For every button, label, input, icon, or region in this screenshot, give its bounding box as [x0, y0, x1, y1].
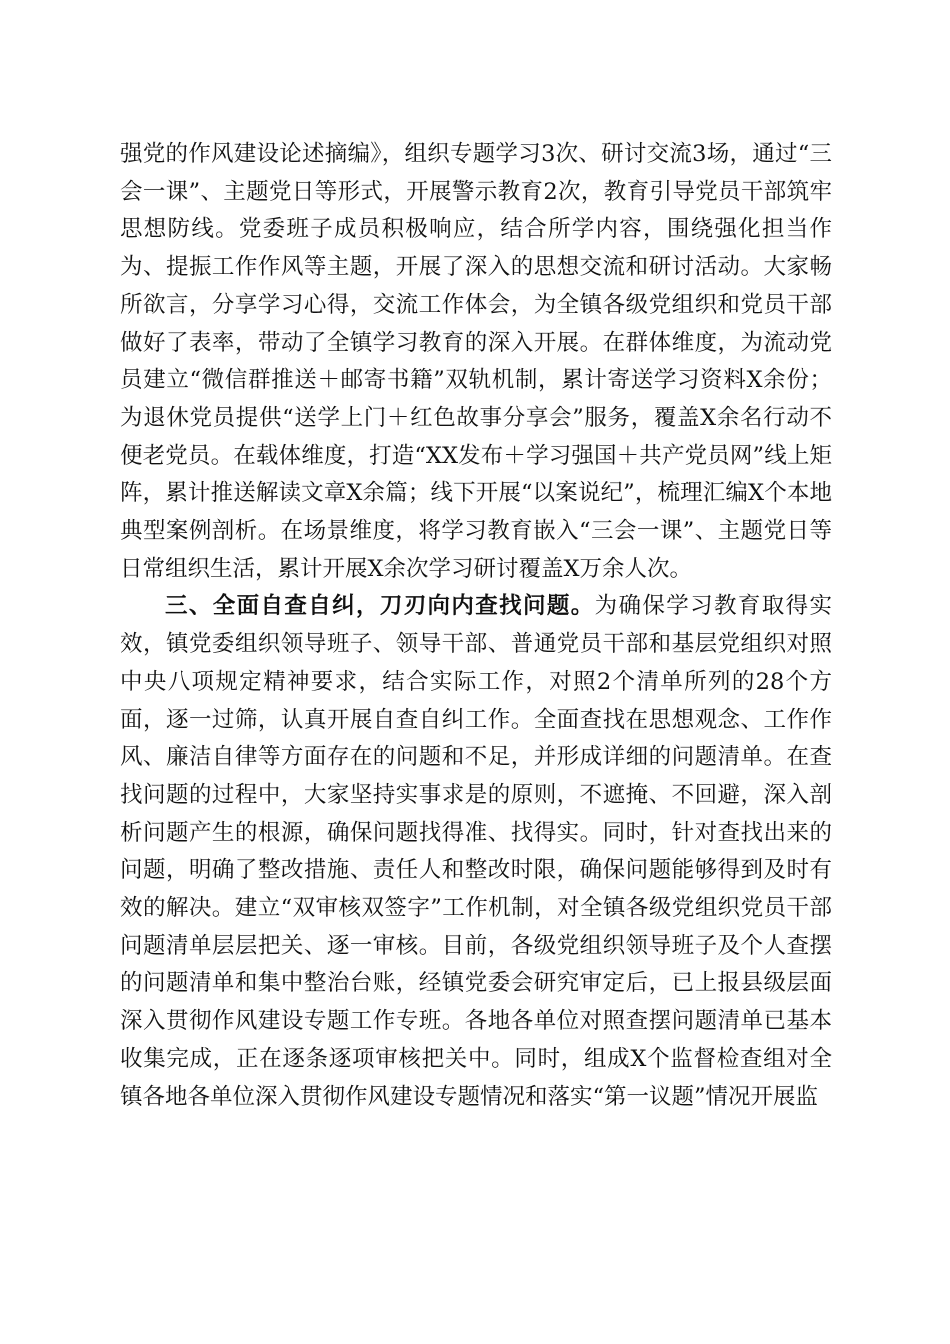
- paragraph-1: 强党的作风建设论述摘编》，组织专题学习3次、研讨交流3场，通过“三会一课”、主题党日等形式，开展警示教育2次，教育引导党员干部筑牢思想防线。党委班子成员积极响应，结合所学内容，围绕强化担当作为、提振工作作风等主题，开展了深入的思想交流和研讨活动。大家畅所欲言，分享学习心得，交流工作体会，为全镇各级党组织和党员干部做好了表率，带动了全镇学习教育的深入开展。在群体维度，为流动党员建立“微信群推送＋邮寄书籍”双轨机制，累计寄送学习资料X余份；为退休党员提供“送学上门＋红色故事分享会”服务，覆盖X余名行动不便老党员。在载体维度，打造“XX发布＋学习强国＋共产党员网”线上矩阵，累计推送解读文章X余篇；线下开展“以案说纪”，梳理汇编X个本地典型案例剖析。在场景维度，将学习教育嵌入“三会一课”、主题党日等日常组织生活，累计开展X余次学习研讨覆盖X万余人次。: [120, 141, 832, 582]
- section-heading: 三、全面自查自纠，刀刃向内查找问题。: [165, 593, 595, 620]
- paragraph-2-body: 为确保学习教育取得实效，镇党委组织领导班子、领导干部、普通党员干部和基层党组织对照中央八项规定精神要求，结合实际工作，对照2个清单所列的28个方面，逐一过筛，认真开展自查自纠工作。全面查找在思想观念、工作作风、廉洁自律等方面存在的问题和不足，并形成详细的问题清单。在查找问题的过程中，大家坚持实事求是的原则，不遮掩、不回避，深入剖析问题产生的根源，确保问题找得准、找得实。同时，针对查找出来的问题，明确了整改措施、责任人和整改时限，确保问题能够得到及时有效的解决。建立“双审核双签字”工作机制，对全镇各级党组织党员干部问题清单层层把关、逐一审核。目前，各级党组织领导班子及个人查摆的问题清单和集中整治台账，经镇党委会研究审定后，已上报县级层面深入贯彻作风建设专题工作专班。各地各单位对照查摆问题清单已基本收集完成，正在逐条逐项审核把关中。同时，组成X个监督检查组对全镇各地各单位深入贯彻作风建设专题情况和落实“第一议题”情况开展监: [120, 593, 832, 1110]
- paragraph-2: [120, 588, 832, 1116]
- document-body: [120, 136, 832, 1116]
